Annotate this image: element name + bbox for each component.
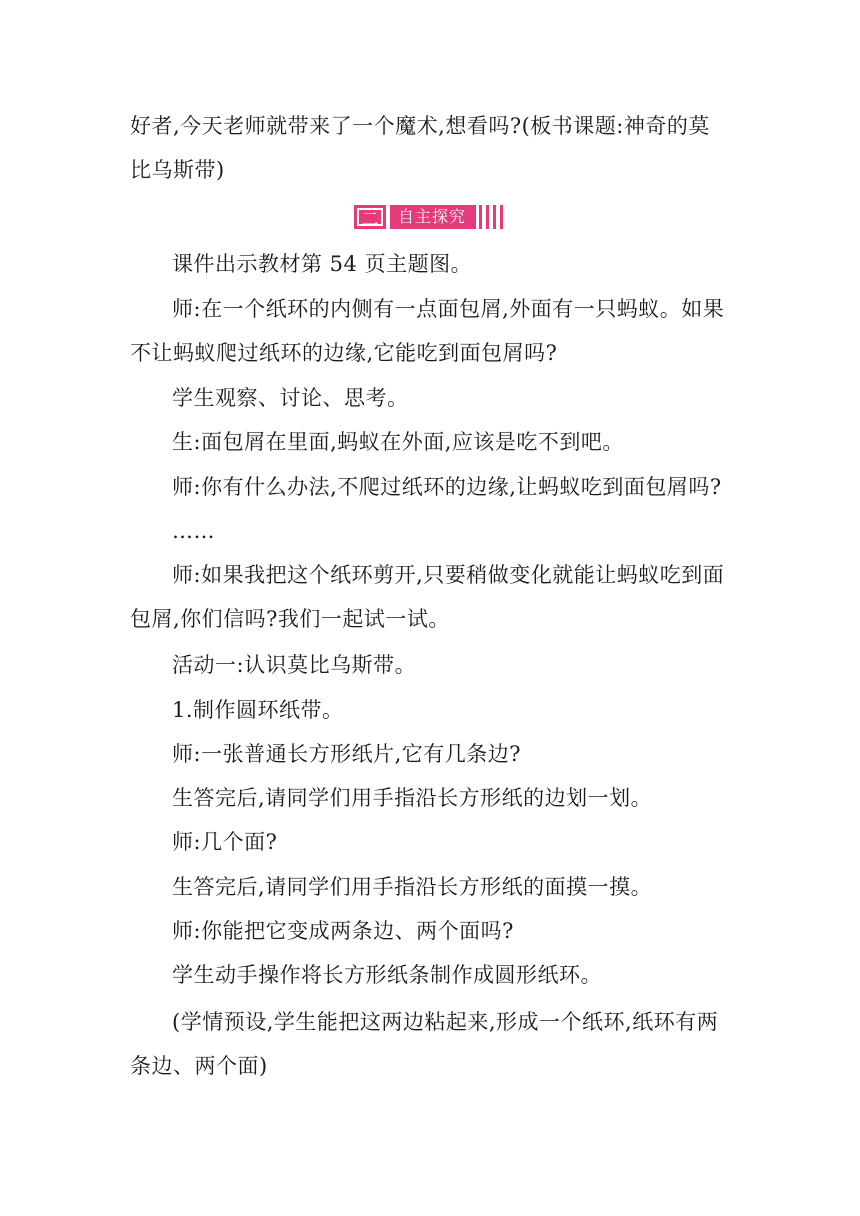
paragraph-courseware: 课件出示教材第 54 页主题图。 (172, 252, 473, 276)
paragraph-teacher-faces: 师:几个面? (172, 830, 278, 854)
section-number-badge: 二 (354, 205, 386, 229)
section-title: 自主探究 (390, 205, 476, 229)
paragraph-teacher-transform: 师:你能把它变成两条边、两个面吗? (172, 919, 514, 943)
paragraph-touch-faces: 生答完后,请同学们用手指沿长方形纸的面摸一摸。 (172, 875, 653, 899)
paragraph-step-one: 1.制作圆环纸带。 (172, 698, 344, 722)
paragraph-teacher-ask-method: 师:你有什么办法,不爬过纸环的边缘,让蚂蚁吃到面包屑吗? (172, 475, 722, 499)
paragraph-activity-one: 活动一:认识莫比乌斯带。 (172, 653, 417, 677)
paragraph-teacher-question: 师:在一个纸环的内侧有一点面包屑,外面有一只蚂蚁。如果不让蚂蚁爬过纸环的边缘,它能吃到面包屑吗? (130, 297, 725, 365)
section-header (354, 205, 507, 229)
paragraph-preset-note: (学情预设,学生能把这两边粘起来,形成一个纸环,纸环有两条边、两个面) (130, 1010, 719, 1078)
paragraph-lesson-title-intro: 好者,今天老师就带来了一个魔术,想看吗?(板书课题:神奇的莫比乌斯带) (130, 114, 710, 182)
paragraph-student-answer: 生:面包屑在里面,蚂蚁在外面,应该是吃不到吧。 (172, 430, 624, 454)
paragraph-teacher-edges: 师:一张普通长方形纸片,它有几条边? (172, 742, 522, 766)
section-decorative-bars (479, 205, 507, 229)
paragraph-trace-edges: 生答完后,请同学们用手指沿长方形纸的边划一划。 (172, 786, 653, 810)
paragraph-ellipsis: …… (172, 519, 215, 543)
paragraph-teacher-cut-ring: 师:如果我把这个纸环剪开,只要稍做变化就能让蚂蚁吃到面包屑,你们信吗?我们一起试一试。 (130, 563, 725, 631)
paragraph-students-observe: 学生观察、讨论、思考。 (172, 386, 409, 410)
paragraph-students-make-ring: 学生动手操作将长方形纸条制作成圆形纸环。 (172, 963, 602, 987)
